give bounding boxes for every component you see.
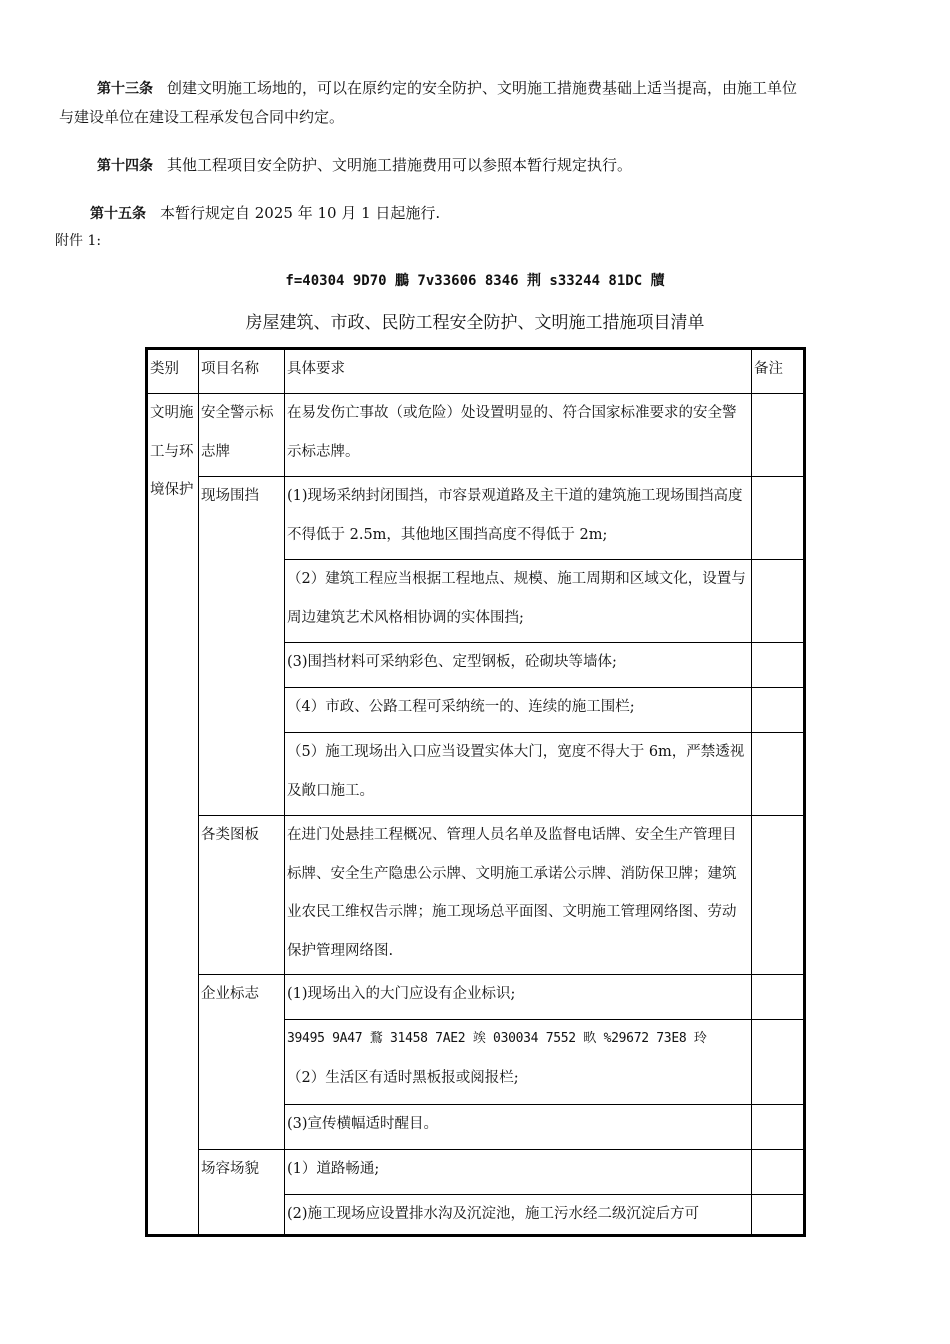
header-item: 项目名称 — [199, 349, 285, 394]
article-13 — [59, 74, 892, 131]
requirement-cell: （2）建筑工程应当根据工程地点、规模、施工周期和区域文化，设置与周边建筑艺术风格相协调的实体围挡; — [285, 560, 752, 643]
item-cell: 现场围挡 — [199, 477, 285, 816]
requirement-cell: (1）道路畅通; — [285, 1150, 752, 1195]
article-14-text: 其他工程项目安全防护、文明施工措施费用可以参照本暂行规定执行。 — [167, 156, 633, 174]
article-14 — [92, 151, 892, 180]
requirement-cell: (1)现场出入的大门应设有企业标识; — [285, 975, 752, 1020]
article-13-text: 创建文明施工场地的，可以在原约定的安全防护、文明施工措施费基础上适当提高，由施工单位 — [167, 79, 798, 97]
note-cell — [752, 560, 805, 643]
note-cell — [752, 1195, 805, 1236]
note-cell — [752, 643, 805, 688]
note-cell — [752, 688, 805, 733]
table-row — [147, 1150, 805, 1195]
article-15-text: 本暂行规定自 2025 年 10 月 1 日起施行. — [160, 204, 441, 222]
garbled-code-line: 39495 9A47 鶩 31458 7AE2 竢 030034 7552 畂 %29672 73E8 玲 — [287, 1031, 707, 1046]
table-row — [147, 816, 805, 975]
note-cell — [752, 1150, 805, 1195]
item-cell: 场容场貌 — [199, 1150, 285, 1236]
requirement-cell — [285, 1020, 752, 1105]
article-15-label: 第十五条 — [90, 206, 146, 222]
requirement-cell: (3)围挡材料可采纳彩色、定型钢板，砼砌块等墙体; — [285, 643, 752, 688]
article-13-text-cont: 与建设单位在建设工程承发包合同中约定。 — [59, 108, 345, 126]
requirement-cell: （4）市政、公路工程可采纳统一的、连续的施工围栏; — [285, 688, 752, 733]
item-cell: 企业标志 — [199, 975, 285, 1150]
header-note: 备注 — [752, 349, 805, 394]
requirement-cell: （5）施工现场出入口应当设置实体大门，宽度不得大于 6m，严禁透视及敞口施工。 — [285, 733, 752, 816]
requirement-cell: 在进门处悬挂工程概况、管理人员名单及监督电话牌、安全生产管理目标牌、安全生产隐患公示牌、文明施工承诺公示牌、消防保卫牌；建筑业农民工维权告示牌；施工现场总平面图、文明施工管理网络图、劳动保护管理网络图. — [285, 816, 752, 975]
requirement-cell: (1)现场采纳封闭围挡，市容景观道路及主干道的建筑施工现场围挡高度不得低于 2.5m，其他地区围挡高度不得低于 2m; — [285, 477, 752, 560]
note-cell — [752, 477, 805, 560]
note-cell — [752, 733, 805, 816]
table-header-row — [147, 349, 805, 394]
item-cell: 安全警示标志牌 — [199, 394, 285, 477]
requirement-cell: 在易发伤亡事故（或危险）处设置明显的、符合国家标准要求的安全警示标志牌。 — [285, 394, 752, 477]
requirement-cell: (3)宣传横幅适时醒目。 — [285, 1105, 752, 1150]
article-15 — [90, 199, 890, 228]
measures-table — [145, 347, 806, 1237]
note-cell — [752, 975, 805, 1020]
header-requirement: 具体要求 — [285, 349, 752, 394]
note-cell — [752, 1105, 805, 1150]
category-cell: 文明施工与环境保护 — [147, 394, 199, 1236]
garbled-code-line: f=40304 9D70 鵬 7v33606 8346 荆 s33244 81DC 牘 — [285, 273, 665, 289]
table-row — [147, 477, 805, 560]
attachment-label: 附件 1: — [55, 233, 102, 249]
article-14-label: 第十四条 — [97, 158, 153, 174]
requirement-cell: (2)施工现场应设置排水沟及沉淀池，施工污水经二级沉淀后方可 — [285, 1195, 752, 1236]
table-title: 房屋建筑、市政、民防工程安全防护、文明施工措施项目清单 — [245, 313, 705, 333]
table-row — [147, 975, 805, 1020]
requirement-text: （2）生活区有适时黑板报或阅报栏; — [287, 1069, 519, 1086]
table-row — [147, 394, 805, 477]
note-cell — [752, 816, 805, 975]
article-13-label: 第十三条 — [97, 81, 153, 97]
note-cell — [752, 1020, 805, 1105]
note-cell — [752, 394, 805, 477]
header-category: 类别 — [147, 349, 199, 394]
item-cell: 各类图板 — [199, 816, 285, 975]
